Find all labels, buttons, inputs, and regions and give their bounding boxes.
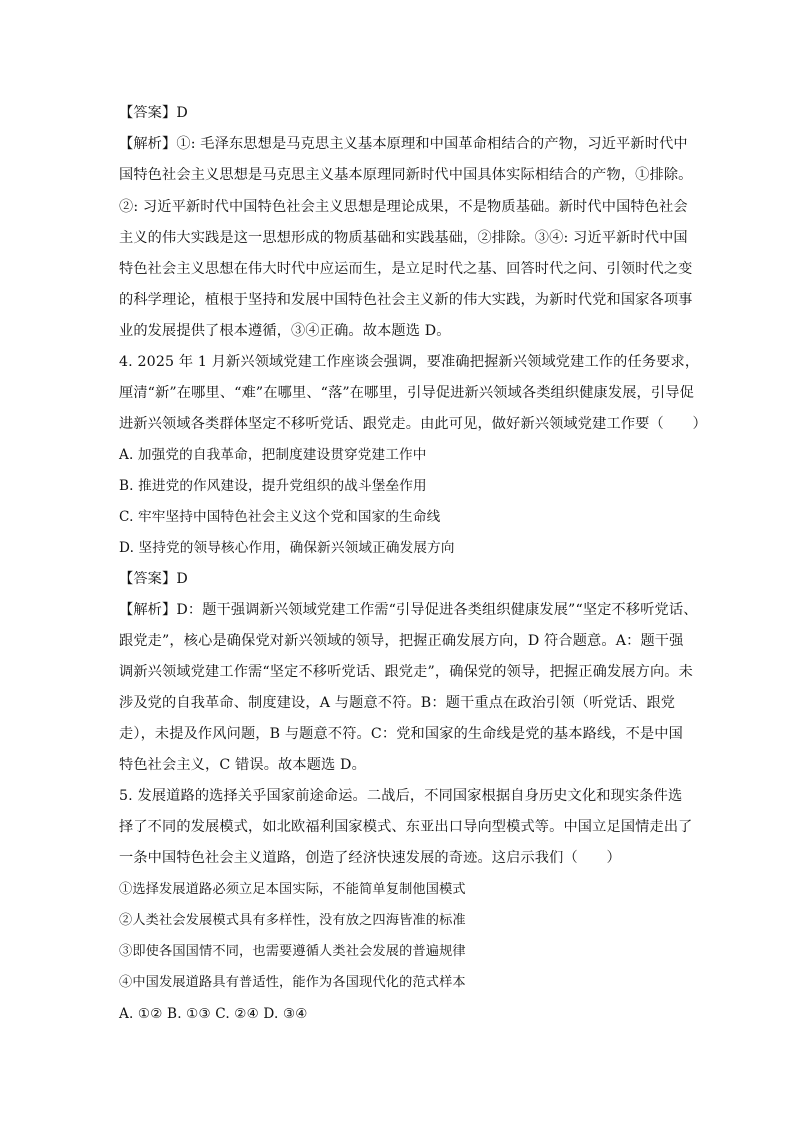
question-4-option-d: D. 坚持党的领导核心作用，确保新兴领域正确发展方向 bbox=[119, 540, 455, 556]
analysis-line-q3-5: 特色社会主义思想在伟大时代中应运而生，是立足时代之基、回答时代之问、引领时代之变 bbox=[119, 261, 693, 277]
analysis-line-q4-5: 走），未提及作风问题，B 与题意不符。C：党和国家的生命线是党的基本路线，不是中国 bbox=[119, 726, 683, 742]
question-5-statement-2: ②人类社会发展模式具有多样性，没有放之四海皆准的标准 bbox=[119, 913, 466, 928]
question-5-statement-1: ①选择发展道路必须立足本国实际，不能简单复制他国模式 bbox=[119, 882, 466, 897]
question-4-option-b: B. 推进党的作风建设，提升党组织的战斗堡垒作用 bbox=[119, 478, 427, 494]
answer-line-q3: 【答案】D bbox=[119, 105, 188, 121]
analysis-line-q3-2: 国特色社会主义思想是马克思主义基本原理同新时代中国具体实际相结合的产物，①排除。 bbox=[119, 167, 693, 183]
question-5-statement-3: ③即使各国国情不同，也需要遵循人类社会发展的普遍规律 bbox=[119, 944, 466, 959]
analysis-line-q4-6: 特色社会主义，C 错误。故本题选 D。 bbox=[119, 757, 366, 773]
question-5-options: A. ①② B. ①③ C. ②④ D. ③④ bbox=[119, 1006, 308, 1022]
question-5-stem-3: 一条中国特色社会主义道路，创造了经济快速发展的奇迹。这启示我们（ ） bbox=[119, 850, 621, 866]
question-4-option-c: C. 牢牢坚持中国特色社会主义这个党和国家的生命线 bbox=[119, 509, 441, 525]
analysis-line-q4-1: 【解析】D：题干强调新兴领域党建工作需“引导促进各类组织健康发展”“坚定不移听党话、 bbox=[119, 602, 698, 618]
analysis-line-q3-3: ②: 习近平新时代中国特色社会主义思想是理论成果，不是物质基础。新时代中国特色社会 bbox=[119, 199, 688, 215]
question-4-option-a: A. 加强党的自我革命，把制度建设贯穿党建工作中 bbox=[119, 447, 427, 463]
answer-line-q4: 【答案】D bbox=[119, 571, 188, 587]
question-4-stem-3: 进新兴领域各类群体坚定不移听党话、跟党走。由此可见，做好新兴领域党建工作要（ ） bbox=[119, 416, 707, 432]
analysis-line-q4-4: 涉及党的自我革命、制度建设，A 与题意不符。B：题干重点在政治引领（听党话、跟党 bbox=[119, 695, 676, 711]
analysis-line-q4-3: 调新兴领域党建工作需“坚定不移听党话、跟党走”，确保党的领导，把握正确发展方向。未 bbox=[119, 664, 693, 680]
question-5-stem-2: 择了不同的发展模式，如北欧福利国家模式、东亚出口导向型模式等。中国立足国情走出了 bbox=[119, 819, 693, 835]
question-4-stem-2: 厘清“新”在哪里、“难”在哪里、“落”在哪里，引导促进新兴领域各类组织健康发展，引导促 bbox=[119, 385, 694, 401]
analysis-line-q3-6: 的科学理论，植根于坚持和发展中国特色社会主义新的伟大实践，为新时代党和国家各项事 bbox=[119, 292, 693, 308]
question-5-stem-1: 5. 发展道路的选择关乎国家前途命运。二战后，不同国家根据自身历史文化和现实条件选 bbox=[119, 788, 683, 804]
analysis-line-q3-1: 【解析】①: 毛泽东思想是马克思主义基本原理和中国革命相结合的产物，习近平新时代中 bbox=[119, 136, 688, 152]
analysis-line-q4-2: 跟党走”，核心是确保党对新兴领域的领导，把握正确发展方向，D 符合题意。A：题干强 bbox=[119, 633, 684, 649]
analysis-line-q3-4: 主义的伟大实践是这一思想形成的物质基础和实践基础，②排除。③④: 习近平新时代中国 bbox=[119, 230, 688, 246]
question-4-stem-1: 4. 2025 年 1 月新兴领域党建工作座谈会强调，要准确把握新兴领域党建工作的任务要求， bbox=[119, 354, 700, 370]
question-5-statement-4: ④中国发展道路具有普适性，能作为各国现代化的范式样本 bbox=[119, 975, 466, 990]
analysis-line-q3-7: 业的发展提供了根本遵循，③④正确。故本题选 D。 bbox=[119, 323, 451, 339]
